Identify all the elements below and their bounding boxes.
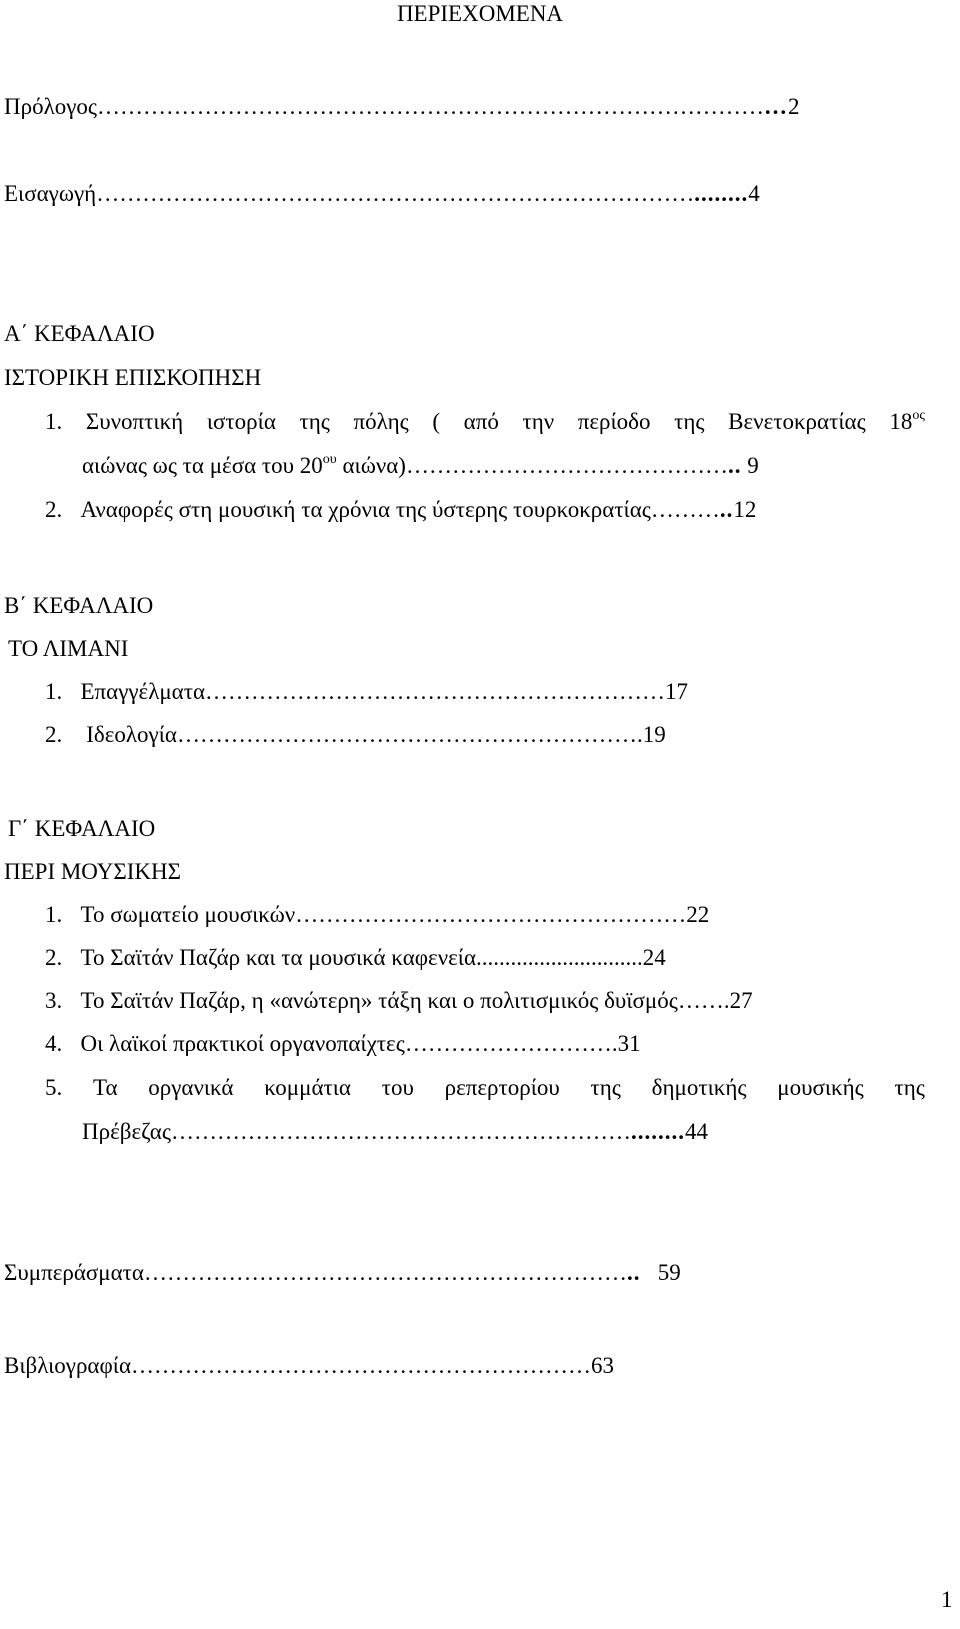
toc-entry-conclusions[interactable] <box>4 1259 681 1287</box>
toc-word: ρεπερτορίου <box>444 1075 560 1100</box>
superscript: ος <box>912 408 925 423</box>
toc-leader: ……. <box>677 988 730 1013</box>
toc-leader: .. <box>719 497 734 522</box>
toc-label: Πρέβεζας <box>82 1119 171 1144</box>
toc-entry-c2[interactable] <box>45 944 666 972</box>
toc-label: Οι λαϊκοί πρακτικοί οργανοπαίχτες <box>80 1031 405 1056</box>
toc-label: Αναφορές στη μουσική τα χρόνια της ύστερης τουρκοκρατίας <box>80 497 651 522</box>
toc-leader: ........ <box>630 1119 685 1144</box>
toc-page-number: 9 <box>747 453 759 478</box>
toc-number: 2. <box>45 497 63 522</box>
toc-word: οργανικά <box>148 1075 234 1100</box>
toc-leader: …………………………………………………………………………… <box>97 94 765 119</box>
toc-word: της <box>299 409 330 434</box>
toc-label: Επαγγέλματα <box>80 679 206 704</box>
toc-page-number: 31 <box>617 1031 641 1056</box>
toc-leader: …………………………………………………… <box>131 1353 591 1378</box>
toc-word: περίοδο <box>577 409 651 434</box>
toc-word: Βενετοκρατίας <box>728 409 866 434</box>
toc-label: Το Σαϊτάν Παζάρ και τα μουσικά καφενεία <box>80 945 476 970</box>
toc-page-number: 27 <box>729 988 753 1013</box>
toc-page-number: 22 <box>686 902 710 927</box>
toc-page-number: 17 <box>665 679 689 704</box>
toc-leader: ………………………. <box>404 1031 618 1056</box>
toc-word: του <box>381 1075 414 1100</box>
toc-leader: …………………………………………… <box>295 902 687 927</box>
toc-label: Πρόλογος <box>4 94 98 119</box>
toc-word: της <box>894 1075 925 1100</box>
toc-label: αιώνα) <box>336 453 406 478</box>
chapter-a-subheading: ΙΣΤΟΡΙΚΗ ΕΠΙΣΚΟΠΗΣΗ <box>4 365 262 390</box>
toc-leader: ........ <box>694 181 749 206</box>
toc-entry-bibliography[interactable] <box>4 1352 614 1380</box>
toc-number: 4. <box>45 1031 63 1056</box>
toc-word: Συνοπτική <box>85 409 184 434</box>
toc-entry-b2[interactable] <box>45 721 666 749</box>
toc-label: Εισαγωγή <box>4 181 97 206</box>
toc-word: την <box>522 409 555 434</box>
toc-entry-c4[interactable] <box>45 1030 641 1058</box>
toc-page-number: 2 <box>788 94 800 119</box>
toc-entry-prologue[interactable] <box>4 93 800 121</box>
toc-page-number: 24 <box>642 945 666 970</box>
toc-leader: .. <box>626 1260 641 1285</box>
toc-number: 1. <box>45 679 63 704</box>
toc-word: Τα <box>92 1075 118 1100</box>
toc-label: Ιδεολογία <box>86 722 177 747</box>
toc-leader: ……………………………………………………… <box>143 1260 627 1285</box>
toc-word: μουσικής <box>777 1075 864 1100</box>
chapter-b-heading: Β΄ ΚΕΦΑΛΑΙΟ <box>4 593 154 618</box>
page-title: ΠΕΡΙΕΧΟΜΕΝΑ <box>396 1 564 26</box>
toc-leader: .. <box>727 453 742 478</box>
toc-entry-c5-line2[interactable] <box>82 1118 708 1146</box>
toc-word: από <box>463 409 499 434</box>
toc-label: Το σωματείο μουσικών <box>80 902 296 927</box>
chapter-b-subheading: ΤΟ ΛΙΜΑΝΙ <box>8 636 129 661</box>
chapter-c-subheading: ΠΕΡΙ ΜΟΥΣΙΚΗΣ <box>4 859 182 884</box>
toc-number: 2. <box>45 722 63 747</box>
toc-leader: ……………………………………………………. <box>176 722 643 747</box>
chapter-a-heading: Α΄ ΚΕΦΑΛΑΙΟ <box>4 321 155 346</box>
toc-entry-c5-line1[interactable] <box>45 1074 925 1102</box>
toc-page-number: 4 <box>748 181 760 206</box>
chapter-c-heading: Γ΄ ΚΕΦΑΛΑΙΟ <box>8 816 156 841</box>
toc-page-number: 19 <box>642 722 666 747</box>
toc-leader: …………………………………………………… <box>205 679 666 704</box>
toc-entry-c3[interactable] <box>45 987 753 1015</box>
toc-word: της <box>674 409 705 434</box>
toc-page-number: 59 <box>657 1260 681 1285</box>
toc-page-number: 63 <box>591 1353 614 1378</box>
toc-word: πόλης <box>353 409 409 434</box>
toc-number: 5. <box>45 1075 63 1100</box>
toc-entry-a1-line1[interactable] <box>45 408 925 436</box>
toc-entry-intro[interactable] <box>4 180 760 208</box>
toc-leader: ............................. <box>476 945 643 970</box>
toc-page-number: 44 <box>684 1119 708 1144</box>
toc-label: Βιβλιογραφία <box>4 1353 131 1378</box>
toc-number: 1. <box>45 902 63 927</box>
toc-number: 1. <box>45 409 63 434</box>
toc-entry-b1[interactable] <box>45 678 688 706</box>
toc-entry-a2[interactable] <box>45 496 756 524</box>
toc-word: ( <box>432 409 441 434</box>
page-number: 1 <box>941 1587 953 1612</box>
toc-word: δημοτικής <box>651 1075 747 1100</box>
toc-word: ιστορία <box>206 409 276 434</box>
toc-word: κομμάτια <box>264 1075 351 1100</box>
toc-leader: …………………………………… <box>405 453 728 478</box>
toc-leader: … <box>764 94 789 119</box>
toc-label: Συμπεράσματα <box>4 1260 144 1285</box>
toc-entry-a1-line2[interactable] <box>82 452 759 480</box>
toc-word: της <box>590 1075 621 1100</box>
toc-page-number: 12 <box>733 497 757 522</box>
toc-leader: …………………………………………………… <box>170 1119 631 1144</box>
toc-label: αιώνας ως τα μέσα του 20 <box>82 453 323 478</box>
toc-entry-c1[interactable] <box>45 901 709 929</box>
toc-label: Το Σαϊτάν Παζάρ, η «ανώτερη» τάξη και ο πολιτισμικός δυϊσμός <box>80 988 678 1013</box>
toc-number: 2. <box>45 945 63 970</box>
toc-leader: …………………………………………………………………… <box>96 181 695 206</box>
toc-word: $18^{o\varsigma}$ <box>889 408 925 434</box>
superscript: ου <box>322 452 337 467</box>
toc-number: 3. <box>45 988 63 1013</box>
toc-leader: ……… <box>650 497 720 522</box>
